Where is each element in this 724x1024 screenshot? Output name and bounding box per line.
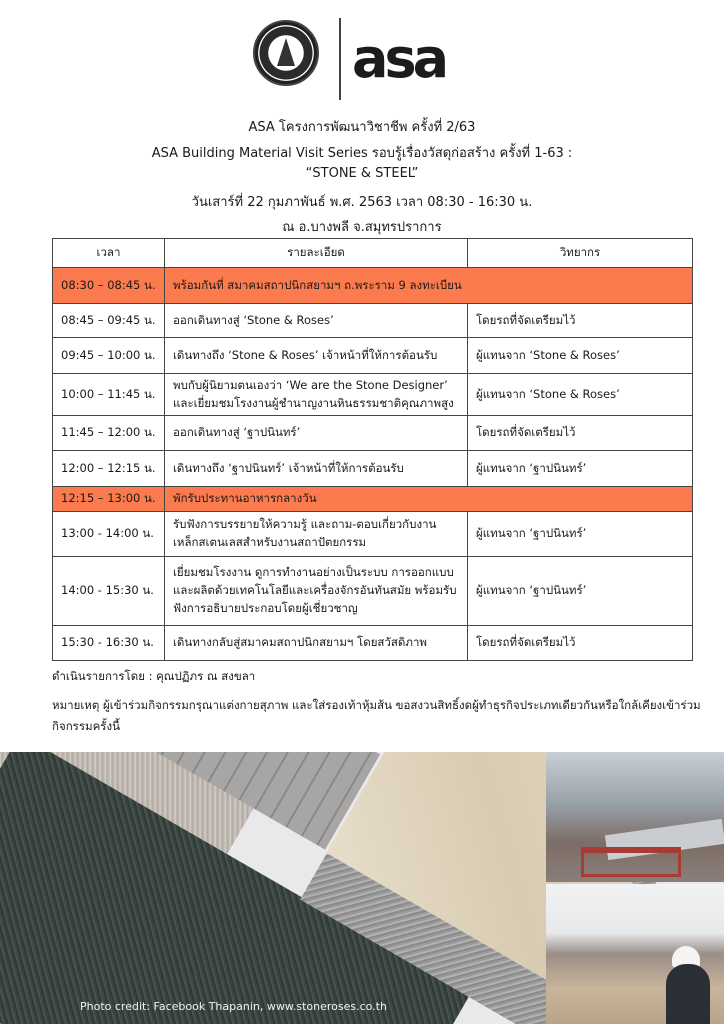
photo-credit: Photo credit: Facebook Thapanin, www.stoneroses.co.th	[80, 1000, 387, 1013]
column-header-time: เวลา	[53, 239, 165, 268]
cell-time: 08:30 – 08:45 น.	[53, 268, 165, 304]
cell-speaker: ผู้แทนจาก ‘Stone & Roses’	[468, 338, 693, 374]
table-row	[53, 626, 693, 661]
cell-detail: พักรับประทานอาหารกลางวัน	[165, 487, 693, 512]
event-date: วันเสาร์ที่ 22 กุมภาพันธ์ พ.ศ. 2563 เวลา 08:30 - 16:30 น.	[191, 195, 533, 210]
cell-speaker: ผู้แทนจาก ‘Stone & Roses’	[468, 374, 693, 416]
cell-detail: รับฟังการบรรยายให้ความรู้ และถาม-ตอบเกี่ยวกับงานเหล็กสเตนเลสสำหรับงานสถาปัตยกรรม	[165, 512, 468, 557]
cell-speaker: ผู้แทนจาก ‘ฐาปนินทร์’	[468, 557, 693, 626]
cell-time: 12:00 – 12:15 น.	[53, 451, 165, 487]
cell-time: 09:45 – 10:00 น.	[53, 338, 165, 374]
cell-detail: ออกเดินทางสู่ ‘Stone & Roses’	[165, 304, 468, 338]
seal-emblem-icon	[277, 38, 295, 66]
table-row	[53, 416, 693, 451]
cell-time: 13:00 - 14:00 น.	[53, 512, 165, 557]
table-row	[53, 512, 693, 557]
event-location: ณ อ.บางพลี จ.สมุทรปราการ	[282, 220, 442, 235]
cell-time: 08:45 – 09:45 น.	[53, 304, 165, 338]
remark-line-2: กิจกรรมครั้งนี้	[52, 719, 120, 733]
cell-speaker: โดยรถที่จัดเตรียมไว้	[468, 416, 693, 451]
table-row	[53, 304, 693, 338]
remark-line-1: หมายเหตุ ผู้เข้าร่วมกิจกรรมกรุณาแต่งกายสุภาพ และใส่รองเท้าหุ้มส้น ขอสงวนสิทธิ์งดผู้ทำธุรกิจประเภทเดียวกันหรือใกล้เคียงเข้าร่วม	[52, 698, 701, 712]
cell-time: 15:30 - 16:30 น.	[53, 626, 165, 661]
factory-photo	[546, 752, 724, 882]
column-header-detail: รายละเอียด	[165, 239, 468, 268]
series-title: ASA Building Material Visit Series รอบรู้เรื่องวัสดุก่อสร้าง ครั้งที่ 1-63 :	[151, 146, 573, 161]
table-header-row	[53, 239, 693, 268]
asa-seal-logo	[253, 20, 319, 86]
event-name: “STONE & STEEL”	[305, 166, 419, 181]
cell-detail: พร้อมกันที่ สมาคมสถาปนิกสยามฯ ถ.พระราม 9 ลงทะเบียน	[165, 268, 693, 304]
cell-speaker: ผู้แทนจาก ‘ฐาปนินทร์’	[468, 512, 693, 557]
logo-bar	[0, 14, 724, 94]
site-visit-photo	[546, 884, 724, 1024]
table-row	[53, 557, 693, 626]
cell-detail: เดินทางกลับสู่สมาคมสถาปนิกสยามฯ โดยสวัสดิภาพ	[165, 626, 468, 661]
cell-speaker: ผู้แทนจาก ‘ฐาปนินทร์’	[468, 451, 693, 487]
schedule-table	[52, 238, 693, 661]
cell-time: 14:00 - 15:30 น.	[53, 557, 165, 626]
logo-divider	[339, 18, 341, 100]
table-row-highlight	[53, 268, 693, 304]
cell-time: 11:45 – 12:00 น.	[53, 416, 165, 451]
cell-detail: เยี่ยมชมโรงงาน ดูการทำงานอย่างเป็นระบบ การออกแบบและผลิตด้วยเทคโนโลยีและเครื่องจักรอันทันสมัย พร้อมรับฟังการอธิบายประกอบโดยผู้เชี่ยวชาญ	[165, 557, 468, 626]
asa-wordmark-logo: asa	[352, 27, 446, 90]
cell-speaker: โดยรถที่จัดเตรียมไว้	[468, 304, 693, 338]
table-row	[53, 338, 693, 374]
host-credit: ดำเนินรายการโดย : คุณปฏิภร ณ สงขลา	[52, 669, 256, 683]
cell-detail: พบกับผู้นิยามตนเองว่า ‘We are the Stone Designer’ และเยี่ยมชมโรงงานผู้ชำนาญงานหินธรรมชาติคุณภาพสูง	[165, 374, 468, 416]
cell-detail: เดินทางถึง ‘ฐาปนินทร์’ เจ้าหน้าที่ให้การต้อนรับ	[165, 451, 468, 487]
cell-speaker: โดยรถที่จัดเตรียมไว้	[468, 626, 693, 661]
banner-photo	[0, 752, 724, 1024]
table-row	[53, 374, 693, 416]
work-table	[581, 847, 681, 877]
visitor-figure	[666, 964, 710, 1024]
cell-time: 12:15 – 13:00 น.	[53, 487, 165, 512]
cell-detail: เดินทางถึง ‘Stone & Roses’ เจ้าหน้าที่ให้การต้อนรับ	[165, 338, 468, 374]
program-title: ASA โครงการพัฒนาวิชาชีพ ครั้งที่ 2/63	[248, 120, 476, 135]
table-row	[53, 451, 693, 487]
cell-detail: ออกเดินทางสู่ ‘ฐาปนินทร์’	[165, 416, 468, 451]
column-header-speaker: วิทยากร	[468, 239, 693, 268]
table-row-highlight	[53, 487, 693, 512]
cell-time: 10:00 – 11:45 น.	[53, 374, 165, 416]
